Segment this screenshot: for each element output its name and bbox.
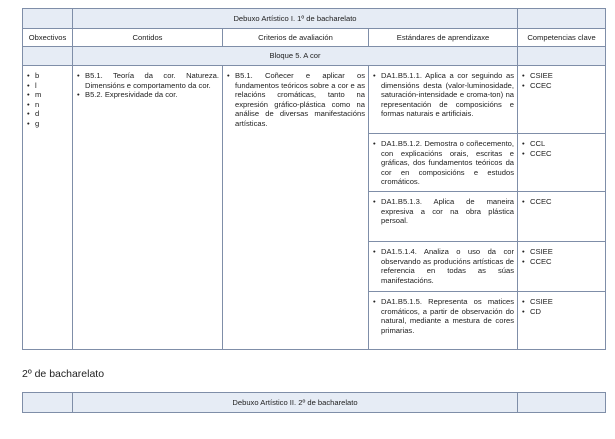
section-heading: 2º de bacharelato <box>22 368 105 380</box>
competences-cell <box>518 291 606 349</box>
contents-cell <box>73 66 223 350</box>
competence-item: • CCL <box>521 139 602 149</box>
standard-text: • DA1.5.1.4. Analiza o uso da cor observando as producións artísticas de referencia en todas as súas manifestacións. <box>372 247 514 285</box>
title-spacer-right <box>518 9 606 29</box>
competence-item: • CCEC <box>521 257 602 267</box>
block-spacer-left <box>23 47 73 66</box>
list-item: • B5.2. Expresividade da cor. <box>76 90 219 100</box>
competences-cell <box>518 241 606 291</box>
standard-text: • DA1.B5.1.5. Representa os matices cromáticos, a partir de observación do natural, mediante a mestura de cores primarias. <box>372 297 514 335</box>
standard-cell <box>369 66 518 134</box>
list-item: • m <box>26 90 69 100</box>
competences-cell <box>518 66 606 134</box>
list-item: • l <box>26 81 69 91</box>
objectives-cell <box>23 66 73 350</box>
criteria-cell <box>223 66 369 350</box>
table-title: Debuxo Artístico I. 1º de bacharelato <box>73 9 518 29</box>
title-spacer-right <box>518 393 606 413</box>
curriculum-table-2 <box>22 392 606 413</box>
objectives-list <box>26 71 69 129</box>
header-objectives: Obxectivos <box>23 29 73 47</box>
standard-cell <box>369 291 518 349</box>
standard-text: • DA1.B5.1.1. Aplica a cor seguindo as dimensións desta (valor-luminosidade, saturación-intensidade e croma-ton) na representación de composicións e formas naturais e artificiais. <box>372 71 514 119</box>
block-title: Bloque 5. A cor <box>73 47 518 66</box>
header-contents: Contidos <box>73 29 223 47</box>
criteria-list <box>226 71 365 129</box>
contents-list <box>76 71 219 100</box>
list-item: • B5.1. Teoría da cor. Natureza. Dimensións e comportamento da cor. <box>76 71 219 90</box>
curriculum-table-1 <box>22 8 606 350</box>
competence-item: • CCEC <box>521 197 602 207</box>
header-standards: Estándares de aprendizaxe <box>369 29 518 47</box>
competences-cell <box>518 134 606 192</box>
list-item: • d <box>26 109 69 119</box>
standard-cell <box>369 191 518 241</box>
competence-item: • CD <box>521 307 602 317</box>
competence-item: • CCEC <box>521 81 602 91</box>
standard-text: • DA1.B5.1.3. Aplica de maneira expresiva a cor na obra plástica persoal. <box>372 197 514 226</box>
competence-item: • CCEC <box>521 149 602 159</box>
header-criteria: Criterios de avaliación <box>223 29 369 47</box>
competence-item: • CSIEE <box>521 71 602 81</box>
competence-item: • CSIEE <box>521 247 602 257</box>
title-spacer-left <box>23 393 73 413</box>
competences-cell <box>518 191 606 241</box>
list-item: • n <box>26 100 69 110</box>
standard-cell <box>369 134 518 192</box>
list-item: • b <box>26 71 69 81</box>
block-spacer-right <box>518 47 606 66</box>
standard-cell <box>369 241 518 291</box>
standard-text: • DA1.B5.1.2. Demostra o coñecemento, con explicacións orais, escritas e gráficas, dos fundamentos teóricos da cor en composicións e estudos cromáticos. <box>372 139 514 187</box>
table-title: Debuxo Artístico II. 2º de bacharelato <box>73 393 518 413</box>
header-competences: Competencias clave <box>518 29 606 47</box>
list-item: • g <box>26 119 69 129</box>
list-item: • B5.1. Coñecer e aplicar os fundamentos teóricos sobre a cor e as relacións cromáticas, tanto na expresión gráfico-plástica como na análise de diversas manifestacións artísticas. <box>226 71 365 129</box>
title-spacer-left <box>23 9 73 29</box>
competence-item: • CSIEE <box>521 297 602 307</box>
